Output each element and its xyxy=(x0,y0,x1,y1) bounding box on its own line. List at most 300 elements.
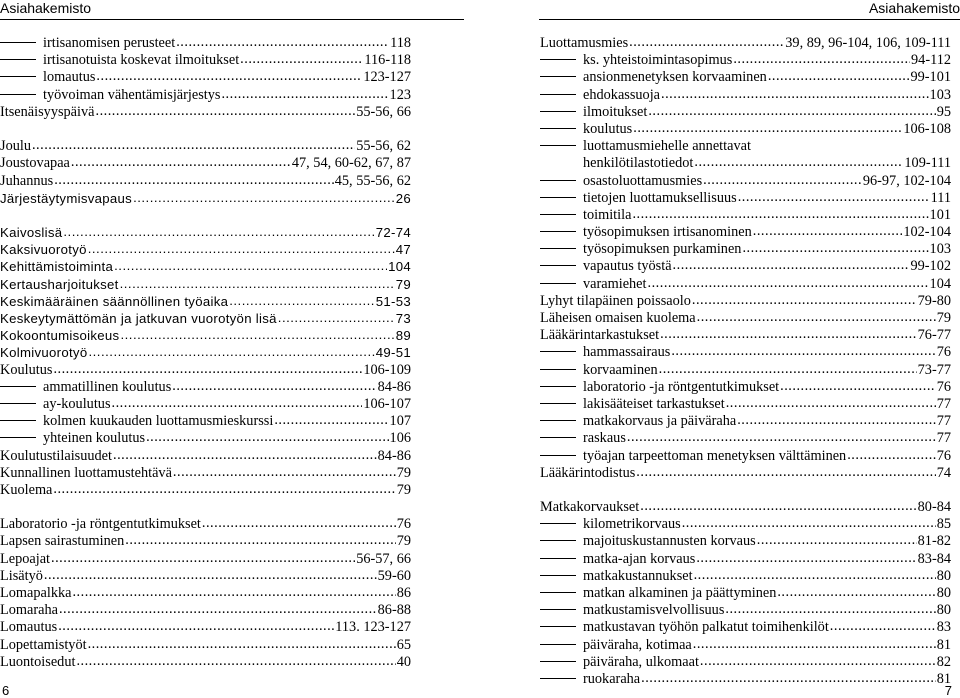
entry-page-ref: 104 xyxy=(929,275,951,292)
entry-page-ref: 79 xyxy=(936,310,951,326)
index-entry xyxy=(0,362,411,379)
entry-page-ref: 94-112 xyxy=(911,52,951,69)
entry-label: työsopimuksen purkaminen xyxy=(583,241,742,258)
index-entry xyxy=(0,482,411,499)
entry-page-ref: 101 xyxy=(929,206,951,223)
index-spacer xyxy=(540,482,951,499)
index-entry xyxy=(0,551,411,568)
entry-label: Kertausharjoitukset xyxy=(0,276,119,292)
entry-page-ref: 59-60 xyxy=(377,567,411,584)
index-entry xyxy=(0,516,411,533)
index-entry xyxy=(540,327,951,344)
index-entry xyxy=(540,396,951,413)
dot-leader xyxy=(63,223,374,240)
index-entry xyxy=(0,585,411,602)
dot-leader xyxy=(72,584,395,601)
index-entry xyxy=(540,190,951,207)
subentry-dash xyxy=(540,644,576,645)
entry-label: luottamusmiehelle annettavat xyxy=(583,138,751,155)
dot-leader xyxy=(696,550,916,567)
dot-leader xyxy=(661,86,929,103)
entry-page-ref: 26 xyxy=(395,190,411,206)
subentry-dash xyxy=(540,661,576,662)
index-entry xyxy=(0,138,411,155)
dot-leader xyxy=(636,464,935,481)
index-entry xyxy=(0,344,411,361)
dot-leader xyxy=(221,86,388,103)
left-page-number: 6 xyxy=(2,683,10,698)
entry-label: Matkakorvaukset xyxy=(540,499,640,516)
dot-leader xyxy=(830,618,936,635)
index-entry xyxy=(0,379,411,396)
index-entry xyxy=(0,104,411,121)
entry-label: Kehittämistoiminta xyxy=(0,259,114,275)
left-index-column xyxy=(0,35,411,671)
index-entry xyxy=(540,52,951,69)
index-entry xyxy=(0,190,411,207)
entry-label: matkan alkaminen ja päättyminen xyxy=(583,585,777,601)
entry-label: työajan tarpeettoman menetyksen välttäminen xyxy=(583,447,847,464)
index-entry xyxy=(0,327,411,344)
dot-leader xyxy=(768,68,910,85)
dot-leader xyxy=(700,653,936,670)
entry-page-ref: 39, 89, 96-104, 106, 109-111 xyxy=(785,35,951,51)
dot-leader xyxy=(648,275,929,292)
index-entry xyxy=(0,155,411,172)
dot-leader xyxy=(627,429,936,446)
entry-label: henkilötilastotiedot xyxy=(583,155,694,172)
entry-page-ref: 79-80 xyxy=(917,292,951,309)
index-entry xyxy=(0,654,411,671)
subentry-dash xyxy=(540,455,576,456)
left-running-header xyxy=(0,0,464,20)
entry-label: Luontoisedut xyxy=(0,653,76,670)
index-entry xyxy=(0,568,411,585)
dot-leader xyxy=(753,223,903,240)
dot-leader xyxy=(659,361,917,378)
index-entry xyxy=(0,619,411,636)
index-spacer xyxy=(0,499,411,516)
entry-page-ref: 45, 55-56, 62 xyxy=(334,172,411,189)
entry-label: Laboratorio -ja röntgentutkimukset xyxy=(0,516,201,533)
entry-page-ref: 76-77 xyxy=(917,327,951,344)
subentry-dash xyxy=(540,145,576,146)
dot-leader xyxy=(692,292,917,309)
dot-leader xyxy=(693,636,936,653)
subentry-dash xyxy=(540,558,576,559)
subentry-dash xyxy=(0,76,36,77)
index-entry xyxy=(540,637,951,654)
index-spacer xyxy=(0,121,411,138)
entry-label: ansionmenetyksen korvaaminen xyxy=(583,69,767,86)
entry-page-ref: 113. 123-127 xyxy=(335,619,411,636)
entry-label: toimitila xyxy=(583,206,632,223)
index-entry xyxy=(540,585,951,602)
entry-label: koulutus xyxy=(583,120,633,137)
entry-label: työsopimuksen irtisanominen xyxy=(583,224,752,241)
dot-leader xyxy=(648,103,935,120)
dot-leader xyxy=(733,51,910,68)
dot-leader xyxy=(88,343,374,360)
index-entry xyxy=(0,602,411,619)
index-entry xyxy=(540,362,951,379)
dot-leader xyxy=(737,412,935,429)
entry-label: ks. yhteistoimintasopimus xyxy=(583,52,733,69)
entry-page-ref: 104 xyxy=(388,259,411,275)
dot-leader xyxy=(660,326,917,343)
index-entry xyxy=(0,258,411,275)
entry-label: Kokoontumisoikeus xyxy=(0,328,120,344)
index-entry xyxy=(540,379,951,396)
entry-label: ruokaraha xyxy=(583,670,641,687)
dot-leader xyxy=(694,154,903,171)
entry-label: Kunnallinen luottamustehtävä xyxy=(0,464,172,481)
index-entry xyxy=(540,293,951,310)
entry-page-ref: 79 xyxy=(396,481,411,498)
dot-leader xyxy=(640,498,916,515)
index-entry xyxy=(0,430,411,447)
index-entry xyxy=(540,568,951,585)
entry-page-ref: 81-82 xyxy=(917,533,951,550)
entry-page-ref: 81 xyxy=(936,636,951,653)
entry-label: Kaivoslisä xyxy=(0,225,63,241)
entry-page-ref: 47, 54, 60-62, 67, 87 xyxy=(291,155,411,172)
entry-label: ay-koulutus xyxy=(43,395,111,412)
entry-page-ref: 109-111 xyxy=(904,155,951,172)
entry-label: Järjestäytymisvapaus xyxy=(0,190,133,206)
entry-label: irtisanotuista koskevat ilmoitukset xyxy=(43,52,240,69)
index-entry xyxy=(540,516,951,533)
entry-page-ref: 77 xyxy=(936,430,951,447)
dot-leader xyxy=(697,309,936,326)
entry-label: Joulu xyxy=(0,138,31,155)
subentry-dash xyxy=(540,265,576,266)
dot-leader xyxy=(274,412,388,429)
index-entry xyxy=(0,465,411,482)
dot-leader xyxy=(172,378,376,395)
entry-label: matkustamisvelvollisuus xyxy=(583,602,725,619)
subentry-dash xyxy=(540,231,576,232)
dot-leader xyxy=(88,636,396,653)
dot-leader xyxy=(53,481,395,498)
entry-page-ref: 51-53 xyxy=(375,293,411,309)
index-entry xyxy=(0,293,411,310)
dot-leader xyxy=(694,567,936,584)
entry-page-ref: 107 xyxy=(389,413,411,430)
left-header-title: Asiahakemisto xyxy=(0,0,92,16)
dot-leader xyxy=(671,343,935,360)
entry-label: kolmen kuukauden luottamusmieskurssi xyxy=(43,413,274,430)
dot-leader xyxy=(114,257,387,274)
entry-page-ref: 99-101 xyxy=(910,69,951,86)
subentry-dash xyxy=(0,386,36,387)
entry-label: Lepoajat xyxy=(0,550,51,567)
entry-label: Lomaraha xyxy=(0,602,58,619)
entry-label: laboratorio -ja röntgentutkimukset xyxy=(583,378,780,395)
entry-page-ref: 77 xyxy=(936,413,951,430)
index-entry xyxy=(540,138,951,155)
entry-page-ref: 123 xyxy=(389,86,411,103)
entry-page-ref: 49-51 xyxy=(375,345,411,361)
index-entry xyxy=(540,499,951,516)
entry-label: hammassairaus xyxy=(583,344,671,361)
index-entry xyxy=(0,396,411,413)
dot-leader xyxy=(146,429,388,446)
dot-leader xyxy=(120,326,394,343)
dot-leader xyxy=(726,395,936,412)
subentry-dash xyxy=(0,437,36,438)
index-entry xyxy=(0,276,411,293)
dot-leader xyxy=(202,515,396,532)
entry-page-ref: 118 xyxy=(390,35,411,51)
subentry-dash xyxy=(540,94,576,95)
index-entry xyxy=(0,637,411,654)
dot-leader xyxy=(632,206,928,223)
entry-page-ref: 80 xyxy=(936,585,951,601)
entry-page-ref: 47 xyxy=(395,242,411,258)
index-entry xyxy=(540,69,951,86)
index-entry xyxy=(0,224,411,241)
dot-leader xyxy=(777,584,935,601)
entry-label: Luottamusmies xyxy=(540,35,629,51)
entry-page-ref: 86-88 xyxy=(377,602,411,619)
subentry-dash xyxy=(0,403,36,404)
entry-page-ref: 102-104 xyxy=(903,224,951,241)
entry-label: työvoiman vähentämisjärjestys xyxy=(43,86,221,103)
dot-leader xyxy=(847,447,935,464)
dot-leader xyxy=(71,154,291,171)
right-running-header xyxy=(539,0,960,20)
entry-page-ref: 55-56, 62 xyxy=(356,138,411,155)
subentry-dash xyxy=(540,626,576,627)
index-spacer xyxy=(0,207,411,224)
entry-label: Keskeytymättömän ja jatkuvan vuorotyön lisä xyxy=(0,311,277,326)
index-entry xyxy=(540,173,951,190)
index-entry xyxy=(540,413,951,430)
entry-label: Kuolema xyxy=(0,481,53,498)
entry-page-ref: 76 xyxy=(936,378,951,395)
dot-leader xyxy=(59,601,377,618)
entry-page-ref: 106-108 xyxy=(903,120,951,137)
dot-leader xyxy=(125,532,395,549)
index-entry xyxy=(540,448,951,465)
index-entry xyxy=(0,533,411,550)
entry-label: matka-ajan korvaus xyxy=(583,550,696,567)
entry-label: päiväraha, kotimaa xyxy=(583,636,692,653)
subentry-dash xyxy=(540,197,576,198)
entry-page-ref: 79 xyxy=(396,464,411,481)
subentry-dash xyxy=(540,540,576,541)
entry-label: Lomautus xyxy=(0,619,58,636)
entry-page-ref: 73-77 xyxy=(917,361,951,378)
entry-page-ref: 111 xyxy=(930,189,951,206)
entry-label: ammatillinen koulutus xyxy=(43,378,172,395)
dot-leader xyxy=(641,670,936,687)
entry-page-ref: 40 xyxy=(396,653,411,670)
entry-label: matkakorvaus ja päiväraha xyxy=(583,413,737,430)
entry-label: Joustovapaa xyxy=(0,155,70,172)
subentry-dash xyxy=(540,59,576,60)
subentry-dash xyxy=(0,42,36,43)
dot-leader xyxy=(53,361,362,378)
dot-leader xyxy=(629,34,784,51)
right-index-column xyxy=(540,35,951,688)
dot-leader xyxy=(757,532,917,549)
dot-leader xyxy=(176,34,389,51)
index-entry xyxy=(540,654,951,671)
entry-page-ref: 83 xyxy=(936,619,951,636)
entry-label: vapautus työstä xyxy=(583,258,672,275)
index-entry xyxy=(0,35,411,52)
entry-page-ref: 103 xyxy=(929,241,951,258)
entry-label: osastoluottamusmies xyxy=(583,172,703,189)
index-entry xyxy=(540,276,951,293)
entry-label: lakisääteiset tarkastukset xyxy=(583,395,725,412)
dot-leader xyxy=(113,447,377,464)
dot-leader xyxy=(120,275,395,292)
entry-label: Lyhyt tilapäinen poissaolo xyxy=(540,292,691,309)
subentry-dash xyxy=(0,420,36,421)
index-entry xyxy=(540,551,951,568)
dot-leader xyxy=(278,309,395,326)
entry-label: päiväraha, ulkomaat xyxy=(583,653,699,670)
index-entry xyxy=(540,121,951,138)
dot-leader xyxy=(54,172,334,189)
index-entry xyxy=(540,155,951,172)
entry-label: Lomapalkka xyxy=(0,585,72,601)
subentry-dash xyxy=(540,248,576,249)
entry-page-ref: 79 xyxy=(395,276,411,292)
entry-page-ref: 65 xyxy=(396,636,411,653)
entry-page-ref: 76 xyxy=(936,344,951,361)
entry-page-ref: 80 xyxy=(936,567,951,584)
entry-label: Koulutustilaisuudet xyxy=(0,447,112,464)
subentry-dash xyxy=(540,214,576,215)
entry-page-ref: 79 xyxy=(396,533,411,550)
entry-page-ref: 76 xyxy=(396,516,411,533)
index-entry xyxy=(540,104,951,121)
dot-leader xyxy=(32,137,355,154)
entry-page-ref: 72-74 xyxy=(375,225,411,241)
dot-leader xyxy=(673,257,910,274)
subentry-dash xyxy=(540,386,576,387)
entry-label: majoituskustannusten korvaus xyxy=(583,533,756,550)
subentry-dash xyxy=(540,678,576,679)
entry-page-ref: 81 xyxy=(936,670,951,687)
entry-page-ref: 86 xyxy=(396,585,411,601)
entry-label: raskaus xyxy=(583,430,626,447)
dot-leader xyxy=(229,292,375,309)
subentry-dash xyxy=(540,369,576,370)
entry-page-ref: 99-102 xyxy=(910,258,951,275)
entry-page-ref: 77 xyxy=(936,395,951,412)
index-entry xyxy=(0,69,411,86)
subentry-dash xyxy=(540,283,576,284)
entry-page-ref: 123-127 xyxy=(363,69,411,86)
entry-label: Läheisen omaisen kuolema xyxy=(540,310,696,326)
subentry-dash xyxy=(540,420,576,421)
entry-label: Kolmivuorotyö xyxy=(0,345,88,361)
entry-page-ref: 76 xyxy=(936,447,951,464)
entry-page-ref: 106-107 xyxy=(363,395,411,412)
index-entry xyxy=(0,413,411,430)
entry-label: tietojen luottamuksellisuus xyxy=(583,189,737,206)
entry-label: Kaksivuorotyö xyxy=(0,242,87,258)
index-entry xyxy=(0,87,411,104)
entry-label: ehdokassuoja xyxy=(583,86,661,103)
index-entry xyxy=(540,310,951,327)
subentry-dash xyxy=(540,111,576,112)
index-entry xyxy=(540,344,951,361)
entry-label: Keskimääräinen säännöllinen työaika xyxy=(0,293,229,309)
index-entry xyxy=(540,241,951,258)
entry-page-ref: 55-56, 66 xyxy=(356,103,411,120)
index-entry xyxy=(540,35,951,52)
dot-leader xyxy=(780,378,936,395)
right-header-title: Asiahakemisto xyxy=(868,0,960,16)
entry-label: Itsenäisyyspäivä xyxy=(0,103,95,120)
index-entry xyxy=(0,448,411,465)
entry-label: matkakustannukset xyxy=(583,567,693,584)
subentry-dash xyxy=(540,575,576,576)
entry-page-ref: 95 xyxy=(936,103,951,120)
entry-page-ref: 84-86 xyxy=(377,378,411,395)
entry-label: korvaaminen xyxy=(583,361,658,378)
entry-page-ref: 106 xyxy=(389,430,411,447)
entry-page-ref: 83-84 xyxy=(917,550,951,567)
entry-page-ref: 89 xyxy=(395,328,411,344)
index-entry xyxy=(0,173,411,190)
entry-label: Lopettamistyöt xyxy=(0,636,87,653)
subentry-dash xyxy=(540,592,576,593)
dot-leader xyxy=(44,567,377,584)
entry-page-ref: 56-57, 66 xyxy=(356,550,411,567)
entry-page-ref: 80-84 xyxy=(917,499,951,516)
dot-leader xyxy=(725,601,935,618)
index-entry xyxy=(540,465,951,482)
entry-label: lomautus xyxy=(43,69,96,86)
dot-leader xyxy=(96,103,356,120)
entry-label: varamiehet xyxy=(583,275,647,292)
entry-page-ref: 73 xyxy=(395,311,411,326)
dot-leader xyxy=(76,653,395,670)
subentry-dash xyxy=(540,128,576,129)
entry-label: Lääkärintarkastukset xyxy=(540,327,660,344)
index-entry xyxy=(540,207,951,224)
subentry-dash xyxy=(540,609,576,610)
dot-leader xyxy=(112,395,363,412)
entry-page-ref: 103 xyxy=(929,86,951,103)
entry-page-ref: 85 xyxy=(936,516,951,533)
subentry-dash xyxy=(540,403,576,404)
dot-leader xyxy=(742,240,928,257)
index-entry xyxy=(0,310,411,327)
entry-page-ref: 96-97, 102-104 xyxy=(862,172,951,189)
entry-label: irtisanomisen perusteet xyxy=(43,35,176,51)
index-entry xyxy=(540,671,951,688)
entry-label: Koulutus xyxy=(0,361,53,378)
index-entry xyxy=(0,52,411,69)
index-entry xyxy=(540,430,951,447)
subentry-dash xyxy=(540,523,576,524)
entry-label: matkustavan työhön palkatut toimihenkilöt xyxy=(583,619,829,636)
dot-leader xyxy=(173,464,396,481)
entry-label: Lisätyö xyxy=(0,567,43,584)
index-entry xyxy=(540,602,951,619)
entry-page-ref: 116-118 xyxy=(364,52,411,69)
dot-leader xyxy=(682,515,936,532)
dot-leader xyxy=(240,51,363,68)
